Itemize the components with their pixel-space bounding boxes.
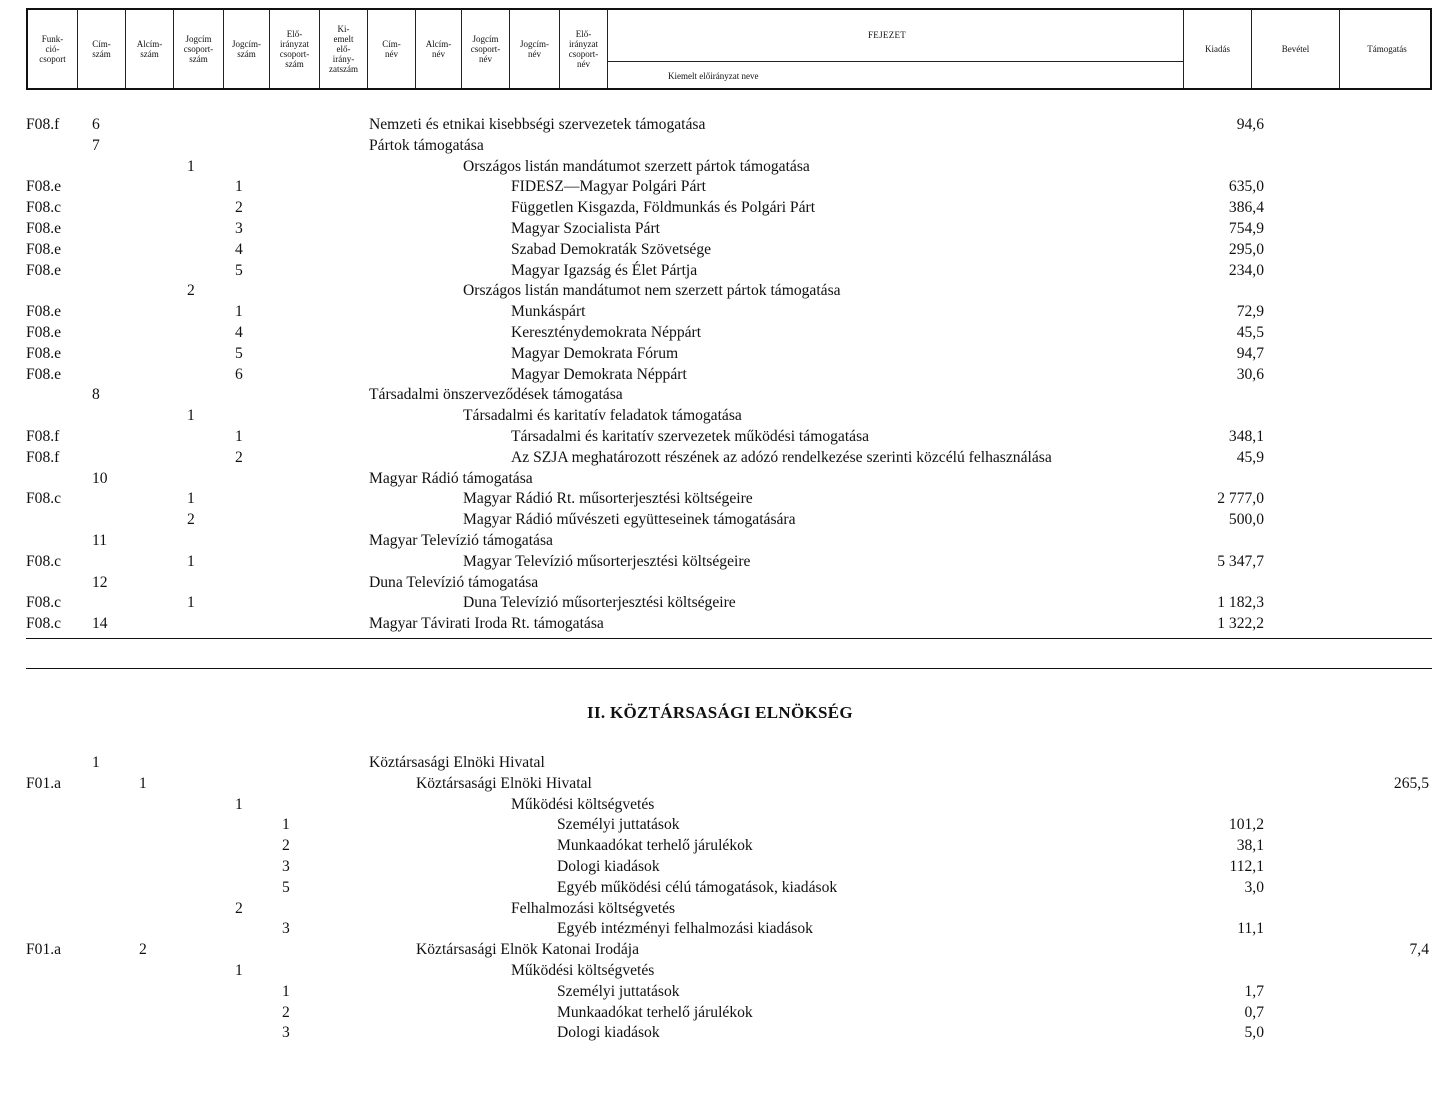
kiadas-value: 0,7 <box>1244 1003 1264 1021</box>
code-j: 2 <box>235 448 243 466</box>
row-name: Független Kisgazda, Földmunkás és Polgári Párt <box>511 199 816 217</box>
code-f: F08.e <box>26 344 62 362</box>
code-f: F08.f <box>26 448 60 466</box>
code-j: 2 <box>235 899 243 917</box>
header-kiadas: Kiadás <box>1184 10 1252 88</box>
table-row <box>0 593 1440 613</box>
row-name: Országos listán mandátumot szerzett pártok támogatása <box>463 157 810 175</box>
row-name: Magyar Szocialista Párt <box>511 220 660 237</box>
table-row <box>0 510 1440 530</box>
code-f: F08.e <box>26 303 62 321</box>
code-f: F08.e <box>26 365 62 383</box>
header-fejezet-cell <box>608 10 1184 88</box>
kiadas-value: 754,9 <box>1228 220 1264 237</box>
table-row <box>0 115 1440 135</box>
row-name: Magyar Rádió művészeti együtteseinek támogatására <box>463 511 796 529</box>
row-name: Munkaadókat terhelő járulékok <box>557 837 753 855</box>
header-col-5: Jogcím- szám <box>224 10 270 88</box>
table-row <box>0 982 1440 1002</box>
table-row <box>0 469 1440 489</box>
table-row <box>0 427 1440 447</box>
table-row <box>0 614 1440 634</box>
table-row <box>0 774 1440 794</box>
row-name: Magyar Távirati Iroda Rt. támogatása <box>369 615 604 633</box>
table-row <box>0 878 1440 898</box>
kiadas-value: 5,0 <box>1244 1024 1264 1042</box>
table-row <box>0 531 1440 551</box>
row-name: Egyéb intézményi felhalmozási kiadások <box>557 920 813 938</box>
code-e: 3 <box>282 920 290 938</box>
row-name: Kereszténydemokrata Néppárt <box>511 324 702 341</box>
code-j: 6 <box>235 365 243 383</box>
header-fejezet-divider <box>608 61 1184 62</box>
kiadas-value: 5 347,7 <box>1217 552 1264 570</box>
code-f: F08.c <box>26 552 62 570</box>
table-row <box>0 406 1440 426</box>
kiadas-value: 1 182,3 <box>1217 594 1264 612</box>
code-f: F08.e <box>26 324 62 341</box>
code-f: F08.e <box>26 178 62 196</box>
total-rule-bottom <box>26 668 1432 669</box>
header-bevetel: Bevétel <box>1252 10 1340 88</box>
kiadas-value: 11,1 <box>1237 920 1264 938</box>
table-row <box>0 836 1440 856</box>
code-j: 5 <box>235 344 243 362</box>
kiadas-value: 94,7 <box>1236 344 1264 362</box>
row-name: Társadalmi önszerveződések támogatása <box>369 386 623 404</box>
code-f: F08.c <box>26 199 62 217</box>
code-j: 1 <box>235 428 243 445</box>
section-title: II. KÖZTÁRSASÁGI ELNÖKSÉG <box>587 703 853 722</box>
kiadas-value: 112,1 <box>1229 858 1264 875</box>
row-name: Magyar Televízió támogatása <box>369 532 553 549</box>
table-row <box>0 919 1440 939</box>
row-name: Magyar Demokrata Néppárt <box>511 365 687 383</box>
header-col-8: Cím- név <box>368 10 416 88</box>
tamogatas-value: 7,4 <box>1409 941 1429 959</box>
code-j: 4 <box>235 240 243 258</box>
kiadas-value: 295,0 <box>1228 240 1264 258</box>
header-col-6: Elő- irányzat csoport- szám <box>270 10 320 88</box>
header-col-4: Jogcím csoport- szám <box>174 10 224 88</box>
row-name: Munkáspárt <box>511 303 586 321</box>
code-j: 3 <box>235 220 243 237</box>
row-name: Személyi juttatások <box>557 816 680 834</box>
code-f: F08.f <box>26 428 60 445</box>
code-f: F08.e <box>26 240 62 258</box>
kiadas-value: 500,0 <box>1228 511 1264 529</box>
code-c: 10 <box>92 469 108 487</box>
kiadas-value: 386,4 <box>1228 199 1264 217</box>
code-jc: 1 <box>187 594 195 612</box>
code-e: 5 <box>282 878 290 896</box>
row-name: Nemzeti és etnikai kisebbségi szervezetek támogatása <box>369 116 706 133</box>
header-col-10: Jogcím csoport- név <box>462 10 510 88</box>
header-tamogatas: Támogatás <box>1367 44 1407 54</box>
table-row <box>0 240 1440 260</box>
table-row <box>0 281 1440 301</box>
code-jc: 2 <box>187 282 195 300</box>
table-row <box>0 198 1440 218</box>
kiadas-value: 635,0 <box>1228 178 1264 196</box>
code-j: 4 <box>235 324 243 341</box>
header-col-3: Alcím- szám <box>126 10 174 88</box>
code-c: 12 <box>92 573 108 591</box>
table-row <box>0 219 1440 239</box>
table-row <box>0 1023 1440 1043</box>
kiadas-value: 38,1 <box>1236 837 1264 855</box>
code-f: F08.c <box>26 615 62 633</box>
row-name: Dologi kiadások <box>557 858 660 875</box>
table-row <box>0 940 1440 960</box>
code-f: F08.e <box>26 220 62 237</box>
header-col-1: Funk- ció- csoport <box>28 10 78 88</box>
table-row <box>0 448 1440 468</box>
code-f: F08.f <box>26 116 60 133</box>
table-row <box>0 489 1440 509</box>
row-name: Társadalmi és karitatív feladatok támogatása <box>463 407 742 425</box>
code-c: 1 <box>92 754 100 771</box>
code-c: 7 <box>92 136 100 154</box>
kiadas-value: 1,7 <box>1244 982 1264 1000</box>
row-name: Magyar Rádió támogatása <box>369 469 533 487</box>
row-name: Magyar Igazság és Élet Pártja <box>511 261 698 279</box>
code-e: 2 <box>282 1003 290 1021</box>
code-jc: 2 <box>187 511 195 529</box>
row-name: Személyi juttatások <box>557 982 680 1000</box>
kiadas-value: 94,6 <box>1236 116 1264 133</box>
header-col-7: Ki- emelt elő- irány- zatszám <box>320 10 368 88</box>
kiadas-value: 2 777,0 <box>1217 490 1264 508</box>
kiadas-value: 234,0 <box>1228 261 1264 279</box>
table-row <box>0 177 1440 197</box>
table-row <box>0 857 1440 877</box>
kiadas-value: 348,1 <box>1228 428 1264 445</box>
kiadas-value: 30,6 <box>1236 365 1264 383</box>
table-row <box>0 753 1440 773</box>
table-row <box>0 323 1440 343</box>
row-name: FIDESZ—Magyar Polgári Párt <box>511 178 706 196</box>
code-f: F08.c <box>26 490 62 508</box>
code-c: 8 <box>92 386 100 404</box>
table-row <box>0 899 1440 919</box>
kiadas-value: 45,5 <box>1236 324 1264 341</box>
code-e: 3 <box>282 1024 290 1042</box>
header-col-9: Alcím- név <box>416 10 462 88</box>
row-name: Duna Televízió támogatása <box>369 573 539 591</box>
header-col-11: Jogcím- név <box>510 10 560 88</box>
table-row <box>0 157 1440 177</box>
code-a: 1 <box>139 774 147 792</box>
tamogatas-value: 265,5 <box>1393 774 1429 792</box>
code-j: 1 <box>235 795 243 813</box>
code-j: 1 <box>235 962 243 979</box>
kiadas-value: 45,9 <box>1236 448 1264 466</box>
row-name: Pártok támogatása <box>369 136 484 154</box>
code-e: 1 <box>282 982 290 1000</box>
kiadas-value: 101,2 <box>1228 816 1264 834</box>
code-jc: 1 <box>187 552 195 570</box>
code-j: 1 <box>235 303 243 321</box>
header-kiemelt-label: Kiemelt előirányzat neve <box>668 71 759 81</box>
row-name: Felhalmozási költségvetés <box>511 899 676 917</box>
table-row <box>0 302 1440 322</box>
code-j: 2 <box>235 199 243 217</box>
row-name: Köztársasági Elnöki Hivatal <box>369 754 545 771</box>
kiadas-value: 1 322,2 <box>1217 615 1264 633</box>
row-name: Munkaadókat terhelő járulékok <box>557 1003 753 1021</box>
code-jc: 1 <box>187 490 195 508</box>
table-row <box>0 136 1440 156</box>
code-c: 14 <box>92 615 108 633</box>
total-rule-top <box>26 638 1432 639</box>
row-name: Dologi kiadások <box>557 1024 660 1042</box>
code-f: F01.a <box>26 941 62 959</box>
header-col-12: Elő- irányzat csoport- név <box>560 10 608 88</box>
code-f: F08.e <box>26 261 62 279</box>
row-name: Duna Televízió műsorterjesztési költségeire <box>463 594 736 612</box>
row-name: Egyéb működési célú támogatások, kiadások <box>557 878 838 896</box>
row-name: Társadalmi és karitatív szervezetek működési támogatása <box>511 428 870 445</box>
kiadas-value: 3,0 <box>1244 878 1264 896</box>
row-name: Az SZJA meghatározott részének az adózó rendelkezése szerinti közcélú felhasználása <box>511 448 1052 466</box>
code-e: 1 <box>282 816 290 834</box>
table-row <box>0 795 1440 815</box>
code-c: 6 <box>92 116 100 133</box>
code-jc: 1 <box>187 407 195 425</box>
header-fejezet-label: FEJEZET <box>868 30 907 40</box>
code-jc: 1 <box>187 157 195 175</box>
table-row <box>0 573 1440 593</box>
table-row <box>0 1003 1440 1023</box>
code-f: F01.a <box>26 774 62 792</box>
table-row <box>0 344 1440 364</box>
table-row <box>0 552 1440 572</box>
row-name: Szabad Demokraták Szövetsége <box>511 240 712 258</box>
header-col-2: Cím- szám <box>78 10 126 88</box>
table-row <box>0 261 1440 281</box>
code-j: 1 <box>235 178 243 196</box>
table-header <box>26 8 1432 90</box>
row-name: Magyar Televízió műsorterjesztési költségeire <box>463 552 751 570</box>
table-row <box>0 365 1440 385</box>
code-j: 5 <box>235 261 243 279</box>
code-e: 3 <box>282 858 290 875</box>
table-row <box>0 815 1440 835</box>
row-name: Magyar Rádió Rt. műsorterjesztési költségeire <box>463 490 753 508</box>
code-f: F08.c <box>26 594 62 612</box>
row-name: Magyar Demokrata Fórum <box>511 344 679 362</box>
code-a: 2 <box>139 941 147 959</box>
code-c: 11 <box>92 532 108 549</box>
row-name: Működési költségvetés <box>511 962 655 979</box>
row-name: Országos listán mandátumot nem szerzett pártok támogatása <box>463 282 841 300</box>
row-name: Működési költségvetés <box>511 795 655 813</box>
code-e: 2 <box>282 837 290 855</box>
table-row <box>0 961 1440 981</box>
row-name: Köztársasági Elnök Katonai Irodája <box>416 941 639 959</box>
kiadas-value: 72,9 <box>1236 303 1264 321</box>
table-row <box>0 385 1440 405</box>
row-name: Köztársasági Elnöki Hivatal <box>416 774 592 792</box>
